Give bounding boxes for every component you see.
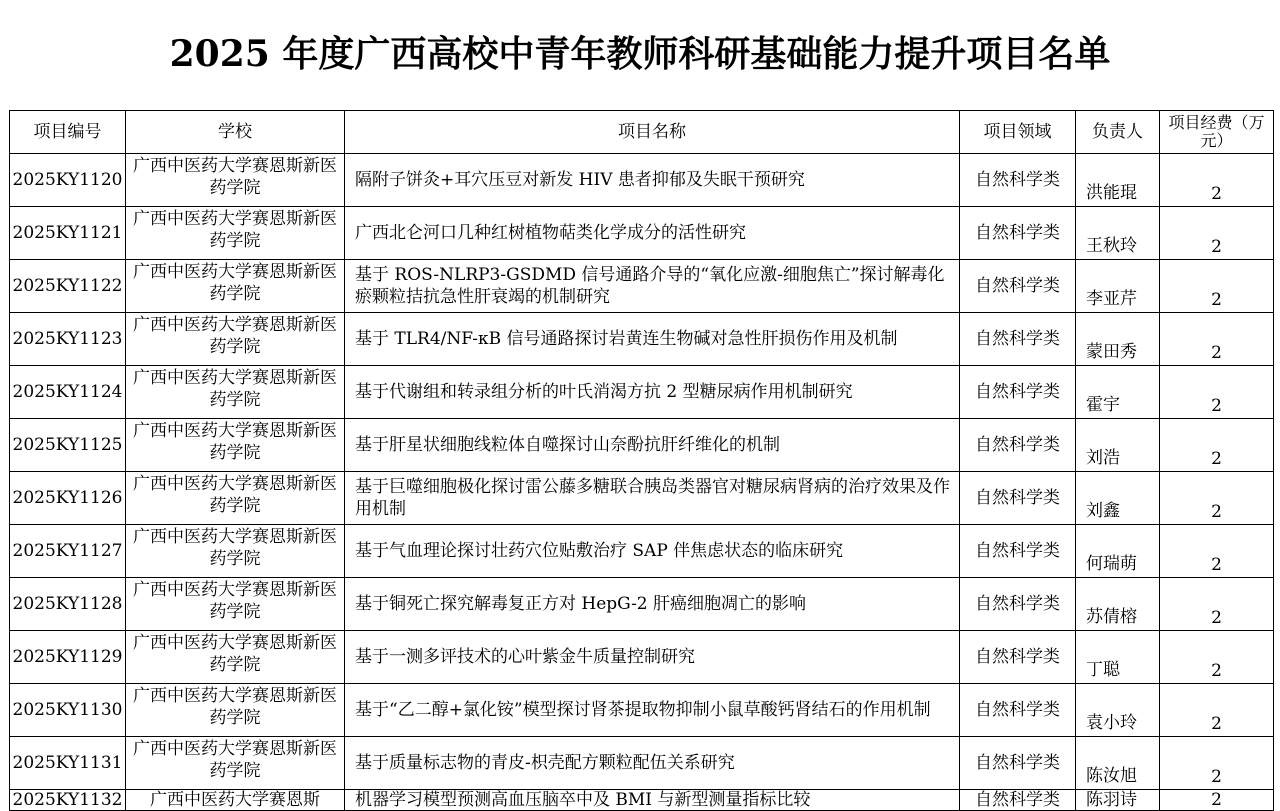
school-name: 广西中医药大学赛恩斯新医药学院 [126,578,345,631]
project-budget: 2 [1160,631,1274,684]
project-field: 自然科学类 [960,207,1076,260]
project-title: 基于代谢组和转录组分析的叶氏消渴方抗 2 型糖尿病作用机制研究 [345,366,960,419]
project-leader: 李亚芹 [1076,260,1160,313]
header-code: 项目编号 [10,111,126,154]
school-name: 广西中医药大学赛恩斯新医药学院 [126,631,345,684]
project-title: 基于铜死亡探究解毒复正方对 HepG-2 肝癌细胞凋亡的影响 [345,578,960,631]
school-name: 广西中医药大学赛恩斯 [126,790,345,811]
project-code: 2025KY1124 [10,366,126,419]
table-row [10,578,1274,631]
table-row [10,313,1274,366]
project-title: 基于“乙二醇+氯化铵”模型探讨肾茶提取物抑制小鼠草酸钙肾结石的作用机制 [345,684,960,737]
school-name: 广西中医药大学赛恩斯新医药学院 [126,313,345,366]
school-name: 广西中医药大学赛恩斯新医药学院 [126,207,345,260]
table-row [10,419,1274,472]
project-budget: 2 [1160,684,1274,737]
project-title: 基于质量标志物的青皮-枳壳配方颗粒配伍关系研究 [345,737,960,790]
project-code: 2025KY1122 [10,260,126,313]
project-leader: 霍宇 [1076,366,1160,419]
school-name: 广西中医药大学赛恩斯新医药学院 [126,737,345,790]
project-leader: 袁小玲 [1076,684,1160,737]
project-title: 基于 ROS-NLRP3-GSDMD 信号通路介导的“氧化应激-细胞焦亡”探讨解毒化瘀颗粒拮抗急性肝衰竭的机制研究 [345,260,960,313]
project-title: 隔附子饼灸+耳穴压豆对新发 HIV 患者抑郁及失眠干预研究 [345,154,960,207]
table-row [10,260,1274,313]
project-field: 自然科学类 [960,260,1076,313]
project-title: 广西北仑河口几种红树植物萜类化学成分的活性研究 [345,207,960,260]
project-field: 自然科学类 [960,790,1076,811]
table-row [10,154,1274,207]
table-row [10,472,1274,525]
project-title: 基于 TLR4/NF-κB 信号通路探讨岩黄连生物碱对急性肝损伤作用及机制 [345,313,960,366]
project-budget: 2 [1160,154,1274,207]
project-budget: 2 [1160,366,1274,419]
project-title: 基于气血理论探讨壮药穴位贴敷治疗 SAP 伴焦虑状态的临床研究 [345,525,960,578]
page-title: 2025 年度广西高校中青年教师科研基础能力提升项目名单 [169,33,1111,75]
project-field: 自然科学类 [960,631,1076,684]
project-code: 2025KY1123 [10,313,126,366]
project-table [9,110,1274,811]
table-row [10,207,1274,260]
school-name: 广西中医药大学赛恩斯新医药学院 [126,154,345,207]
project-title: 基于巨噬细胞极化探讨雷公藤多糖联合胰岛类器官对糖尿病肾病的治疗效果及作用机制 [345,472,960,525]
project-field: 自然科学类 [960,313,1076,366]
project-budget: 2 [1160,207,1274,260]
project-budget: 2 [1160,525,1274,578]
project-code: 2025KY1127 [10,525,126,578]
project-budget: 2 [1160,790,1274,811]
project-code: 2025KY1121 [10,207,126,260]
project-leader: 洪能琨 [1076,154,1160,207]
project-budget: 2 [1160,737,1274,790]
project-leader: 蒙田秀 [1076,313,1160,366]
school-name: 广西中医药大学赛恩斯新医药学院 [126,684,345,737]
header-leader: 负责人 [1076,111,1160,154]
header-field: 项目领域 [960,111,1076,154]
table-row [10,366,1274,419]
project-field: 自然科学类 [960,366,1076,419]
table-row [10,737,1274,790]
project-code: 2025KY1131 [10,737,126,790]
project-leader: 丁聪 [1076,631,1160,684]
project-budget: 2 [1160,313,1274,366]
project-field: 自然科学类 [960,684,1076,737]
header-title: 项目名称 [345,111,960,154]
project-leader: 刘鑫 [1076,472,1160,525]
project-budget: 2 [1160,419,1274,472]
table-header-row [10,111,1274,154]
project-field: 自然科学类 [960,419,1076,472]
project-code: 2025KY1128 [10,578,126,631]
project-field: 自然科学类 [960,525,1076,578]
project-code: 2025KY1120 [10,154,126,207]
project-field: 自然科学类 [960,737,1076,790]
project-budget: 2 [1160,260,1274,313]
school-name: 广西中医药大学赛恩斯新医药学院 [126,525,345,578]
table-row [10,631,1274,684]
project-code: 2025KY1125 [10,419,126,472]
school-name: 广西中医药大学赛恩斯新医药学院 [126,419,345,472]
header-budget: 项目经费（万元） [1160,111,1274,154]
project-title: 基于肝星状细胞线粒体自噬探讨山奈酚抗肝纤维化的机制 [345,419,960,472]
project-leader: 何瑞萌 [1076,525,1160,578]
project-leader: 陈羽诗 [1076,790,1160,811]
school-name: 广西中医药大学赛恩斯新医药学院 [126,260,345,313]
project-title: 机器学习模型预测高血压脑卒中及 BMI 与新型测量指标比较 [345,790,960,811]
project-title: 基于一测多评技术的心叶紫金牛质量控制研究 [345,631,960,684]
project-field: 自然科学类 [960,472,1076,525]
project-leader: 陈汝旭 [1076,737,1160,790]
project-code: 2025KY1126 [10,472,126,525]
table-row [10,684,1274,737]
project-field: 自然科学类 [960,154,1076,207]
project-leader: 王秋玲 [1076,207,1160,260]
project-budget: 2 [1160,578,1274,631]
project-code: 2025KY1132 [10,790,126,811]
school-name: 广西中医药大学赛恩斯新医药学院 [126,366,345,419]
project-budget: 2 [1160,472,1274,525]
project-code: 2025KY1130 [10,684,126,737]
project-leader: 苏倩榕 [1076,578,1160,631]
project-leader: 刘浩 [1076,419,1160,472]
header-school: 学校 [126,111,345,154]
school-name: 广西中医药大学赛恩斯新医药学院 [126,472,345,525]
project-field: 自然科学类 [960,578,1076,631]
table-row [10,525,1274,578]
project-code: 2025KY1129 [10,631,126,684]
